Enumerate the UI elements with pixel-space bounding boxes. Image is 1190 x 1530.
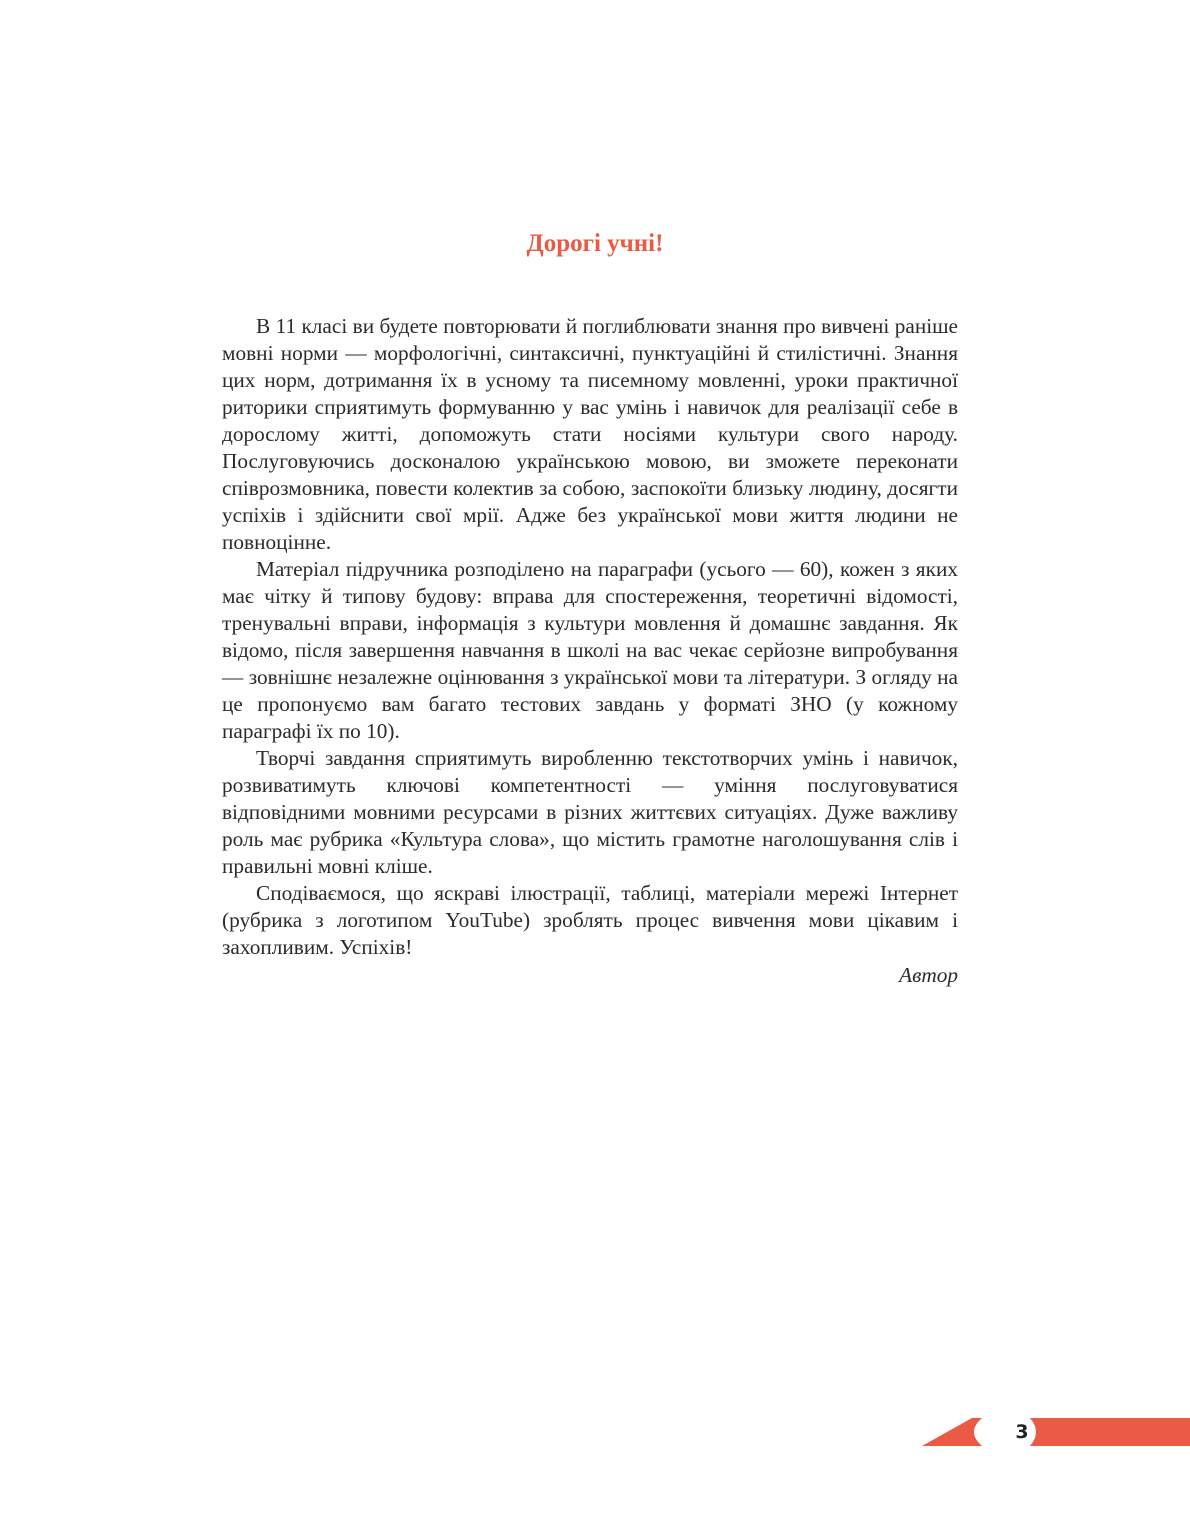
paragraph-4: Сподіваємося, що яскраві ілюстрації, таблиці, матеріали мережі Інтернет (рубрика з логотипом YouTube) зроблять процес вивчення мови цікавим і захопливим. Успіхів! bbox=[222, 881, 958, 959]
paragraph-1: В 11 класі ви будете повторювати й поглиблювати знання про вивчені раніше мовні норми — морфологічні, синтаксичні, пунктуаційні й стилістичні. Знання цих норм, дотримання їх в усному та писемному мовленні, уроки практичної риторики сприятимуть формуванню у вас умінь і навичок для реалізації себе в дорослому житті, допоможуть стати носіями культури свого народу. Послуговуючись досконалою українською мовою, ви зможете переконати співрозмовника, повести колектив за собою, заспокоїти близьку людину, досягти успіхів і здійснити свої мрії. Адже без української мови життя людини не повноцінне. bbox=[222, 314, 958, 554]
page-title: Дорогі учні! bbox=[526, 230, 664, 257]
page-number: 3 bbox=[1015, 1421, 1029, 1443]
author-signature: Автор bbox=[899, 963, 958, 987]
paragraph-3: Творчі завдання сприятимуть виробленню текстотворчих умінь і навичок, розвиватимуть ключові компетентності — уміння послуговуватися відповідними мовними ресурсами в різних життєвих ситуаціях. Дуже важливу роль має рубрика «Культура слова», що містить грамотне наголошування слів і правильні мовні кліше. bbox=[222, 746, 958, 878]
paragraph-2: Матеріал підручника розподілено на параграфи (усього — 60), кожен з яких має чітку й типову будову: вправа для спостереження, теоретичні відомості, тренувальні вправи, інформація з культури мовлення й домашнє завдання. Як відомо, після завершення навчання в школі на вас чекає серйозне випробування — зовнішнє незалежне оцінювання з української мови та літератури. З огляду на це пропонуємо вам багато тестових завдань у форматі ЗНО (у кожному параграфі їх по 10). bbox=[222, 557, 958, 743]
footer-left-decoration bbox=[922, 1418, 982, 1446]
footer-right-decoration bbox=[1030, 1418, 1190, 1446]
body-text bbox=[222, 313, 958, 961]
